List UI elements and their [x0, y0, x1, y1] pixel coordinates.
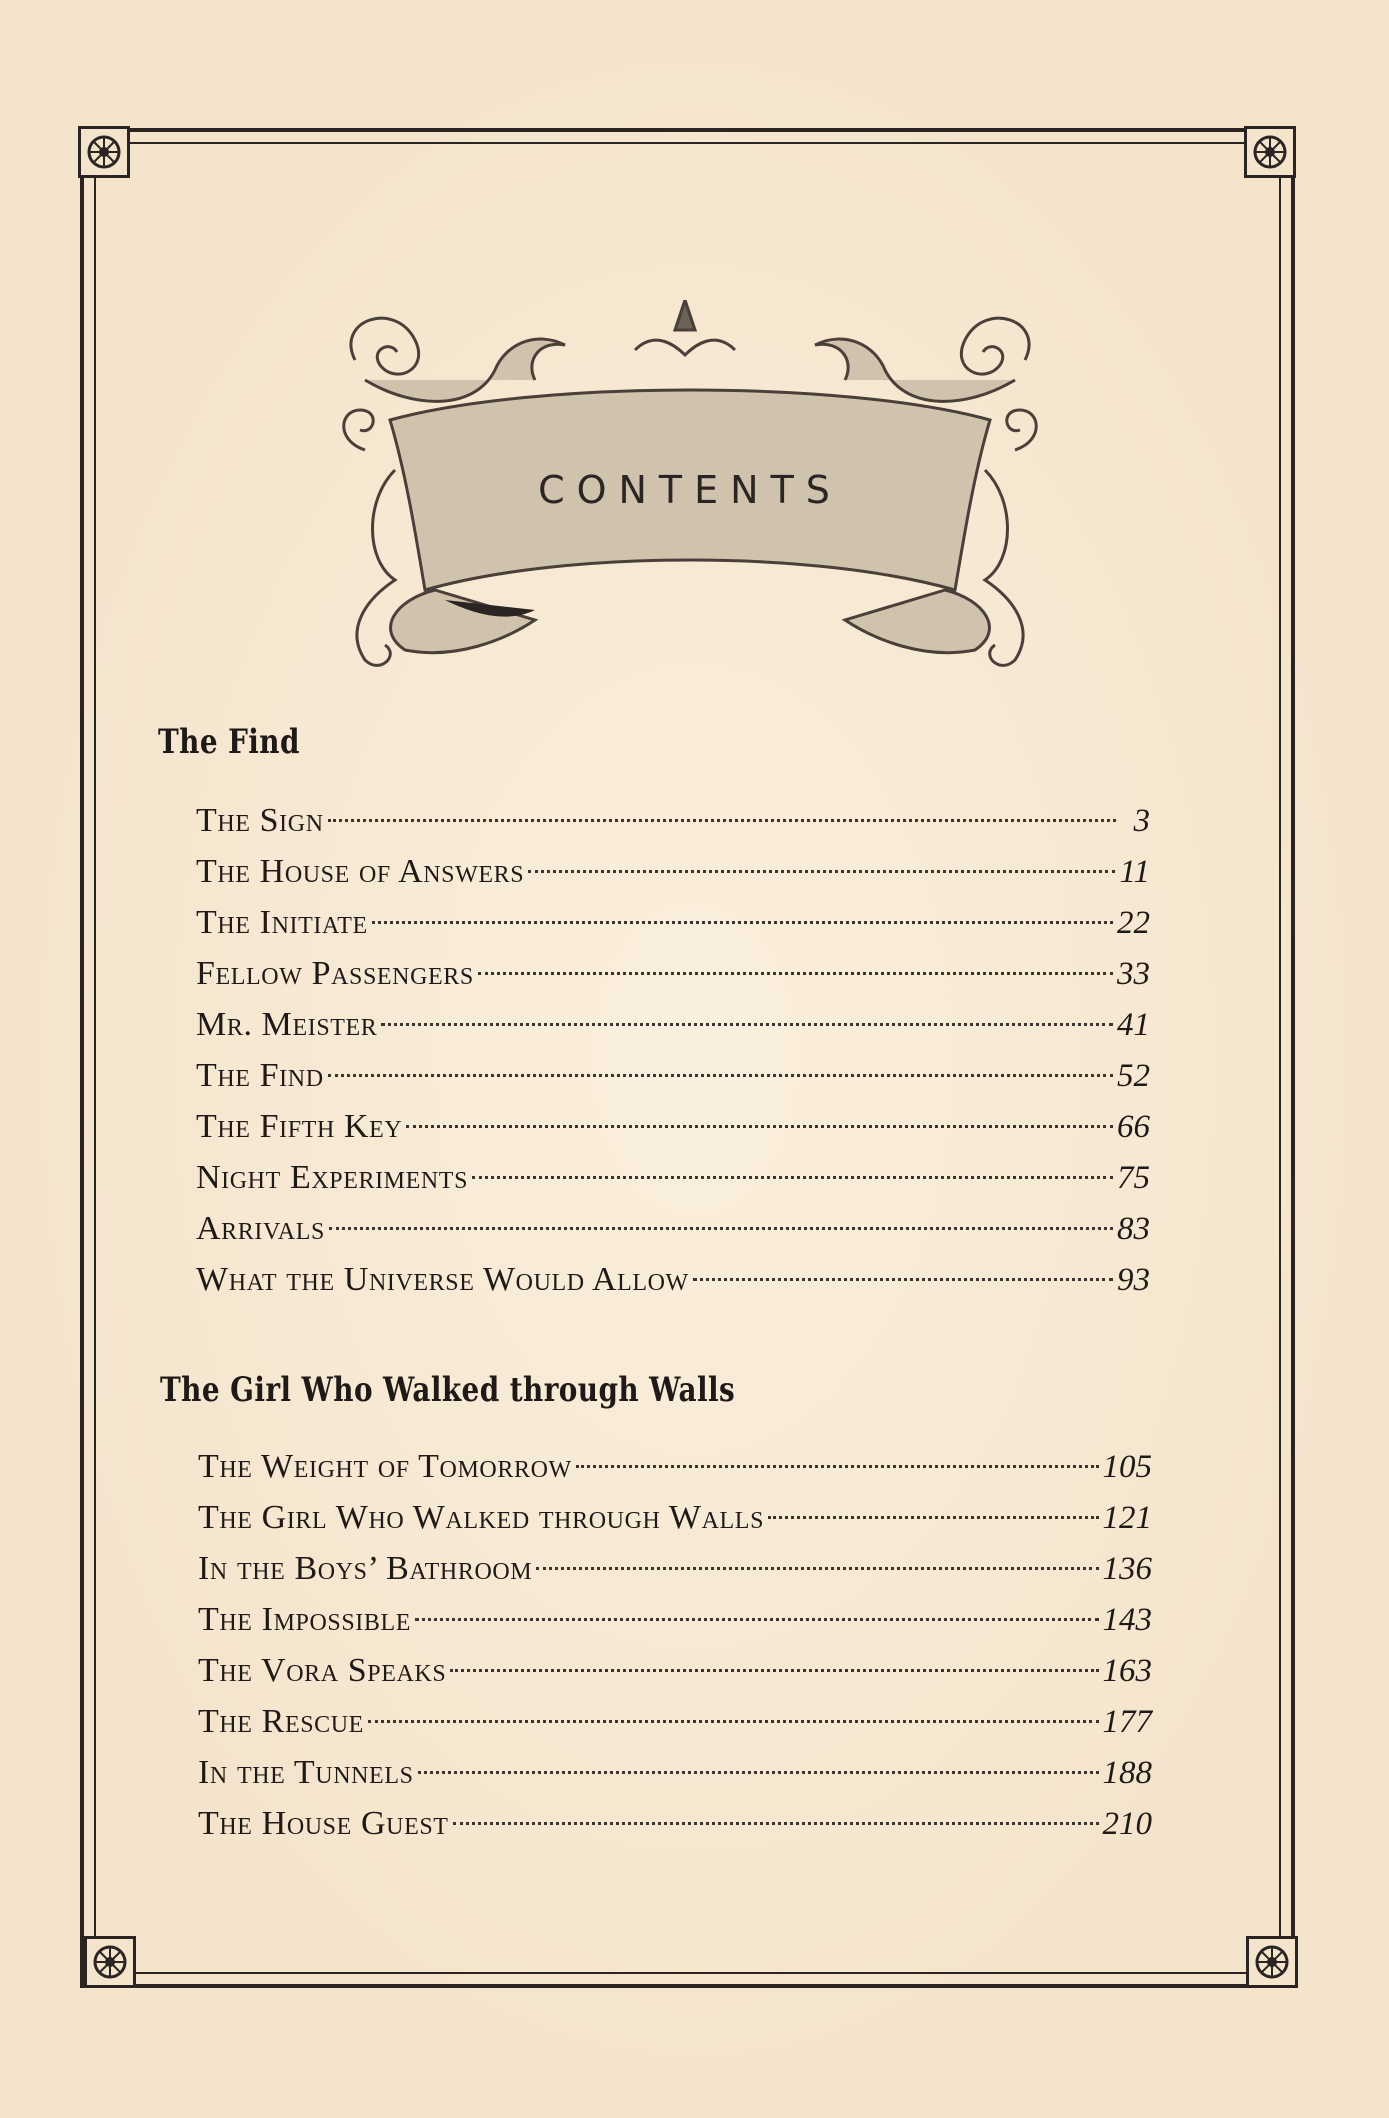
- chapter-title: The Find: [196, 1057, 324, 1094]
- dot-leader: [368, 1720, 1099, 1723]
- chapter-entry[interactable]: [198, 1696, 1152, 1747]
- dot-leader: [418, 1771, 1099, 1774]
- chapter-title: In the Boys’ Bathroom: [198, 1550, 533, 1587]
- chapter-title: In the Tunnels: [198, 1754, 414, 1791]
- chapter-list: [196, 795, 1150, 1305]
- chapter-entry[interactable]: [198, 1645, 1152, 1696]
- chapter-entry[interactable]: [198, 1798, 1152, 1849]
- chapter-title: The Vora Speaks: [198, 1652, 447, 1689]
- page-number: 52: [1117, 1058, 1150, 1094]
- chapter-entry[interactable]: [196, 1254, 1150, 1305]
- dot-leader: [453, 1822, 1099, 1825]
- chapter-title: Arrivals: [196, 1210, 325, 1247]
- page-number: 163: [1102, 1653, 1152, 1689]
- chapter-title: The Fifth Key: [196, 1108, 403, 1145]
- chapter-title: The Initiate: [196, 904, 368, 941]
- dot-leader: [478, 972, 1113, 975]
- dot-leader: [329, 1227, 1113, 1230]
- chapter-entry[interactable]: [196, 795, 1150, 846]
- dot-leader: [576, 1465, 1099, 1468]
- page-number: 11: [1119, 854, 1150, 890]
- chapter-title: Mr. Meister: [196, 1006, 378, 1043]
- page-number: 93: [1117, 1262, 1150, 1298]
- chapter-entry[interactable]: [196, 1050, 1150, 1101]
- chapter-title: The Girl Who Walked through Walls: [198, 1499, 765, 1536]
- page-number: 33: [1117, 956, 1150, 992]
- corner-ornament-icon: [1246, 1936, 1298, 1988]
- page-number: 136: [1102, 1551, 1152, 1587]
- page-number: 41: [1117, 1007, 1150, 1043]
- dot-leader: [372, 921, 1113, 924]
- page-number: 121: [1102, 1500, 1152, 1536]
- chapter-title: The House Guest: [198, 1805, 449, 1842]
- dot-leader: [381, 1023, 1113, 1026]
- chapter-title: Night Experiments: [196, 1159, 469, 1196]
- dot-leader: [528, 870, 1115, 873]
- page-number: 177: [1102, 1704, 1152, 1740]
- dot-leader: [472, 1176, 1113, 1179]
- chapter-entry[interactable]: [196, 897, 1150, 948]
- page-number: 66: [1117, 1109, 1150, 1145]
- chapter-entry[interactable]: [196, 1152, 1150, 1203]
- dot-leader: [450, 1669, 1098, 1672]
- chapter-entry[interactable]: [198, 1543, 1152, 1594]
- chapter-entry[interactable]: [198, 1492, 1152, 1543]
- chapter-title: The Impossible: [198, 1601, 412, 1638]
- page-number: 210: [1102, 1806, 1152, 1842]
- page-number: 105: [1102, 1449, 1152, 1485]
- page-number: 22: [1117, 905, 1150, 941]
- chapter-entry[interactable]: [196, 999, 1150, 1050]
- chapter-list: [198, 1441, 1152, 1849]
- chapter-title: The Rescue: [198, 1703, 364, 1740]
- chapter-entry[interactable]: [196, 1203, 1150, 1254]
- chapter-title: The Weight of Tomorrow: [198, 1448, 572, 1485]
- dot-leader: [693, 1278, 1113, 1281]
- corner-ornament-icon: [1244, 126, 1296, 178]
- chapter-entry[interactable]: [196, 948, 1150, 999]
- dot-leader: [406, 1125, 1113, 1128]
- corner-ornament-icon: [84, 1936, 136, 1988]
- page-number: 3: [1133, 803, 1150, 839]
- chapter-entry[interactable]: [198, 1594, 1152, 1645]
- chapter-title: The Sign: [196, 802, 324, 839]
- chapter-title: What the Universe Would Allow: [196, 1261, 689, 1298]
- dot-leader: [328, 1074, 1113, 1077]
- dot-leader: [768, 1516, 1098, 1519]
- chapter-entry[interactable]: [196, 1101, 1150, 1152]
- page-number: 75: [1117, 1160, 1150, 1196]
- page-number: 188: [1102, 1755, 1152, 1791]
- dot-leader: [328, 819, 1116, 822]
- chapter-entry[interactable]: [198, 1747, 1152, 1798]
- dot-leader: [415, 1618, 1098, 1621]
- page-number: 83: [1117, 1211, 1150, 1247]
- dot-leader: [536, 1567, 1098, 1570]
- chapter-title: Fellow Passengers: [196, 955, 474, 992]
- page-number: 143: [1102, 1602, 1152, 1638]
- chapter-title: The House of Answers: [196, 853, 525, 890]
- page-title: CONTENTS: [538, 468, 842, 512]
- section-title: The Find: [158, 722, 300, 762]
- chapter-entry[interactable]: [196, 846, 1150, 897]
- chapter-entry[interactable]: [198, 1441, 1152, 1492]
- corner-ornament-icon: [78, 126, 130, 178]
- section-title: The Girl Who Walked through Walls: [160, 1370, 736, 1410]
